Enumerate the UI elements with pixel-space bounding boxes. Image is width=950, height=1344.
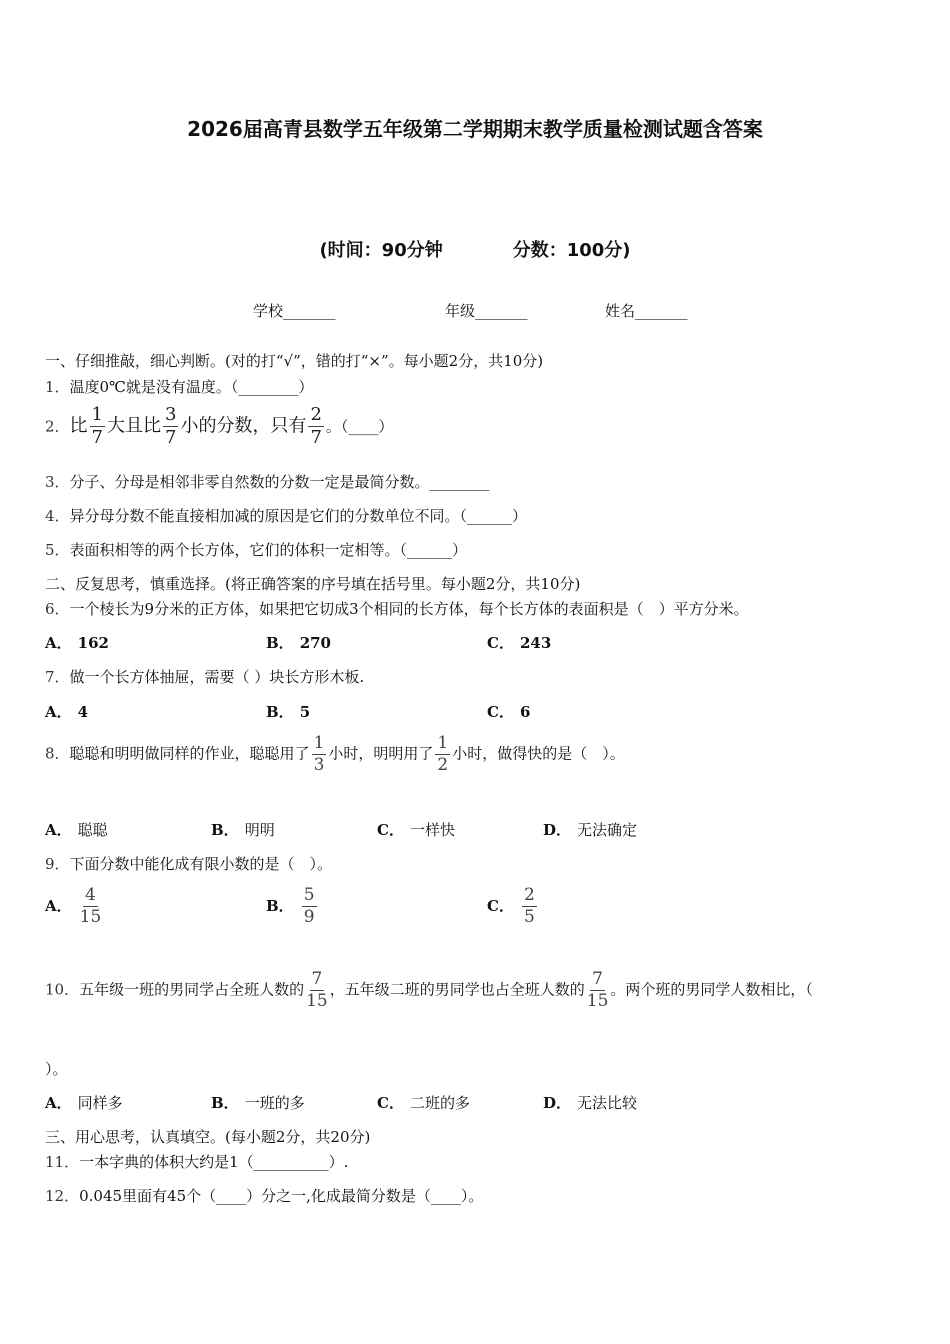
denominator: 15 bbox=[306, 991, 328, 1011]
option-a[interactable] bbox=[45, 887, 103, 926]
option-value: 一班的多 bbox=[244, 1094, 305, 1112]
option-value: 二班的多 bbox=[409, 1094, 470, 1112]
section3-heading: 三、用心思考，认真填空。(每小题2分，共20分) bbox=[45, 1128, 371, 1146]
option-label: C． bbox=[487, 896, 514, 915]
fraction bbox=[435, 735, 450, 774]
option-label: B． bbox=[266, 703, 294, 721]
question-number: 5． bbox=[45, 541, 70, 559]
fraction bbox=[80, 887, 102, 926]
option-label: D． bbox=[543, 1094, 572, 1112]
question-number: 10． bbox=[45, 980, 80, 999]
denominator: 7 bbox=[91, 427, 103, 448]
question-text: 小时，明明用了 bbox=[328, 744, 434, 763]
option-c[interactable] bbox=[487, 887, 539, 926]
section2-heading: 二、反复思考，慎重选择。(将正确答案的序号填在括号里。每小题2分，共10分) bbox=[45, 575, 581, 593]
question-number: 6． bbox=[45, 600, 70, 618]
page-title: 2026届高青县数学五年级第二学期期末教学质量检测试题含答案 bbox=[187, 117, 763, 141]
option-label: C． bbox=[487, 703, 514, 721]
question-1 bbox=[45, 376, 313, 397]
fraction bbox=[302, 887, 317, 926]
fraction bbox=[306, 971, 328, 1010]
question-number: 11． bbox=[45, 1153, 80, 1171]
option-value: 聪聪 bbox=[77, 821, 108, 839]
fraction bbox=[312, 735, 327, 774]
option-a[interactable] bbox=[45, 1092, 123, 1113]
question-text: 小的分数，只有 bbox=[180, 415, 307, 437]
question-text: 下面分数中能化成有限小数的是（ ）。 bbox=[69, 855, 333, 873]
score-label: 分数：100分) bbox=[512, 240, 631, 261]
denominator: 9 bbox=[303, 907, 315, 927]
option-label: B． bbox=[266, 896, 294, 915]
denominator: 5 bbox=[523, 907, 535, 927]
question-text: 一本字典的体积大约是1（__________）. bbox=[79, 1153, 349, 1171]
option-value: 无法比较 bbox=[577, 1094, 638, 1112]
option-value: 5 bbox=[299, 703, 311, 721]
option-value: 同样多 bbox=[77, 1094, 123, 1112]
question-number: 1． bbox=[45, 378, 70, 396]
question-10-continued: ）。 bbox=[45, 1060, 68, 1078]
question-4 bbox=[45, 505, 527, 526]
question-12 bbox=[45, 1185, 483, 1206]
option-a[interactable] bbox=[45, 701, 88, 722]
option-label: A． bbox=[45, 703, 72, 721]
option-value: 一样快 bbox=[409, 821, 455, 839]
denominator: 3 bbox=[313, 755, 325, 775]
option-b[interactable] bbox=[211, 819, 275, 840]
question-text: 表面积相等的两个长方体，它们的体积一定相等。（______） bbox=[69, 541, 468, 559]
option-label: A． bbox=[45, 1094, 72, 1112]
fraction bbox=[308, 406, 323, 447]
question-text: 。两个班的男同学人数相比，（ bbox=[610, 980, 813, 999]
question-text: 比 bbox=[69, 415, 88, 437]
numerator: 1 bbox=[437, 733, 449, 753]
numerator: 3 bbox=[165, 404, 177, 425]
question-text: 。（____） bbox=[325, 417, 394, 436]
question-text: 做一个长方体抽屉，需要（ ）块长方形木板. bbox=[69, 668, 365, 686]
option-d[interactable] bbox=[543, 1092, 637, 1113]
question-number: 4． bbox=[45, 507, 70, 525]
numerator: 5 bbox=[303, 885, 315, 905]
option-a[interactable] bbox=[45, 632, 109, 653]
question-8 bbox=[45, 735, 625, 774]
option-label: D． bbox=[543, 821, 572, 839]
fraction bbox=[587, 971, 609, 1010]
denominator: 2 bbox=[437, 755, 449, 775]
question-2 bbox=[45, 406, 393, 447]
question-number: 8． bbox=[45, 744, 70, 763]
numerator: 7 bbox=[592, 969, 603, 989]
denominator: 7 bbox=[165, 427, 177, 448]
option-label: B． bbox=[211, 1094, 239, 1112]
option-b[interactable] bbox=[266, 701, 310, 722]
question-text: 0.045里面有45个（____）分之一,化成最简分数是（____）。 bbox=[79, 1187, 484, 1205]
question-9 bbox=[45, 853, 332, 874]
option-c[interactable] bbox=[487, 701, 530, 722]
option-value: 明明 bbox=[244, 821, 275, 839]
name-field: 姓名_______ bbox=[605, 302, 688, 320]
option-value: 无法确定 bbox=[577, 821, 638, 839]
numerator: 7 bbox=[311, 969, 323, 989]
denominator: 15 bbox=[586, 991, 609, 1011]
numerator: 1 bbox=[91, 404, 103, 425]
denominator: 7 bbox=[310, 427, 322, 448]
option-c[interactable] bbox=[377, 819, 455, 840]
question-text: 五年级一班的男同学占全班人数的 bbox=[79, 980, 305, 999]
option-b[interactable] bbox=[266, 887, 319, 926]
question-text: ，五年级二班的男同学也占全班人数的 bbox=[329, 980, 585, 999]
option-label: C． bbox=[377, 1094, 404, 1112]
fraction bbox=[163, 406, 178, 447]
question-text: 温度0℃就是没有温度。（________） bbox=[69, 378, 314, 396]
fraction bbox=[522, 887, 537, 926]
question-text: 大且比 bbox=[107, 415, 161, 437]
question-text: 一个棱长为9分米的正方体，如果把它切成3个相同的长方体，每个长方体的表面积是（ ）平方分米。 bbox=[69, 600, 749, 618]
option-value: 6 bbox=[519, 703, 531, 721]
option-d[interactable] bbox=[543, 819, 637, 840]
option-c[interactable] bbox=[377, 1092, 470, 1113]
question-3 bbox=[45, 471, 490, 492]
question-6 bbox=[45, 598, 749, 619]
question-number: 3． bbox=[45, 473, 70, 491]
question-7 bbox=[45, 666, 364, 687]
option-value: 243 bbox=[519, 634, 552, 652]
school-field: 学校_______ bbox=[253, 302, 336, 320]
question-text: 小时，做得快的是（ ）。 bbox=[452, 744, 625, 763]
option-b[interactable] bbox=[266, 632, 331, 653]
denominator: 15 bbox=[79, 907, 102, 927]
option-c[interactable] bbox=[487, 632, 551, 653]
option-label: B． bbox=[266, 634, 294, 652]
section1-heading: 一、仔细推敲，细心判断。(对的打“√”，错的打“×”。每小题2分，共10分) bbox=[45, 352, 544, 370]
option-value: 162 bbox=[77, 634, 109, 652]
numerator: 2 bbox=[310, 404, 322, 425]
option-b[interactable] bbox=[211, 1092, 305, 1113]
option-label: A． bbox=[45, 634, 72, 652]
option-label: C． bbox=[487, 634, 514, 652]
question-text: 异分母分数不能直接相加减的原因是它们的分数单位不同。（______） bbox=[69, 507, 528, 525]
numerator: 2 bbox=[523, 885, 535, 905]
fraction bbox=[90, 406, 105, 447]
option-label: C． bbox=[377, 821, 404, 839]
question-text: 分子、分母是相邻非零自然数的分数一定是最简分数。________ bbox=[69, 473, 490, 491]
numerator: 1 bbox=[313, 733, 325, 753]
question-10 bbox=[45, 971, 813, 1010]
grade-field: 年级_______ bbox=[445, 302, 528, 320]
option-value: 270 bbox=[299, 634, 331, 652]
option-a[interactable] bbox=[45, 819, 108, 840]
question-text: 聪聪和明明做同样的作业，聪聪用了 bbox=[69, 744, 310, 763]
question-number: 9． bbox=[45, 855, 70, 873]
option-label: A． bbox=[45, 821, 72, 839]
option-label: A． bbox=[45, 896, 72, 915]
numerator: 4 bbox=[85, 885, 96, 905]
question-5 bbox=[45, 539, 467, 560]
time-label: (时间：90分钟 bbox=[319, 240, 443, 261]
question-number: 2． bbox=[45, 417, 70, 436]
question-11 bbox=[45, 1151, 348, 1172]
question-number: 7． bbox=[45, 668, 70, 686]
exam-subtitle bbox=[0, 236, 950, 262]
option-value: 4 bbox=[77, 703, 89, 721]
question-number: 12． bbox=[45, 1187, 80, 1205]
option-label: B． bbox=[211, 821, 239, 839]
